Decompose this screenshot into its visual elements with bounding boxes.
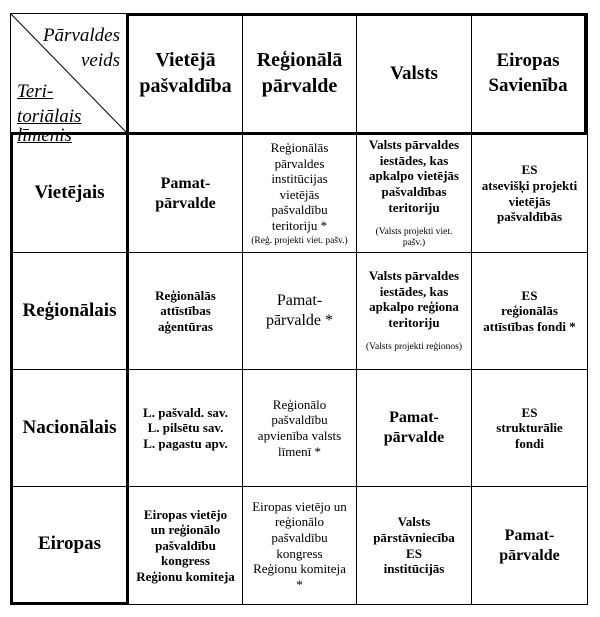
- column-header-regionala-parvalde: [243, 16, 356, 132]
- corner-bottom-label-underlined: Teri- toriālais: [17, 81, 82, 127]
- column-header-label: Reģionālā pārvalde: [256, 49, 343, 97]
- cell-regionalais-eiropas: [472, 253, 587, 369]
- cell-text: Pamat- pārvalde: [383, 409, 445, 446]
- cell-eiropas-valsts: [357, 487, 471, 604]
- cell-text: Reģionālās pārvaldes institūcijas vietējās pašvaldību teritoriju *: [270, 140, 329, 233]
- cell-text: Eiropas vietējo un reģionālo pašvaldību kongress Reģionu komiteja *: [252, 498, 347, 592]
- cell-text: ES atsevišķi projekti vietējās pašvaldībās: [481, 162, 578, 225]
- row-label-text: Vietējais: [34, 182, 105, 204]
- cell-nacionalais-valsts: [357, 370, 471, 486]
- corner-header-cell: [11, 14, 126, 146]
- cell-text: Pamat- pārvalde: [499, 526, 560, 564]
- cell-text: ES reģionālās attīstības fondi *: [483, 287, 576, 334]
- row-label-text: Nacionālais: [22, 416, 117, 438]
- cell-text: Eiropas vietējo un reģionālo pašvaldību kongress Reģionu komiteja: [136, 506, 235, 584]
- grid-bottom-border: [10, 604, 588, 605]
- cell-text: Valsts pārstāvniecība ES institūcijās: [373, 514, 455, 577]
- cell-text: Valsts pārvaldes iestādes, kas apkalpo reģiona teritoriju: [368, 268, 460, 330]
- cell-text: ES strukturālie fondi: [496, 404, 563, 451]
- cell-text: Reģionālo pašvaldību apvienība valsts līmenī *: [257, 396, 342, 459]
- cell-eiropas-eiropas: [472, 487, 587, 604]
- corner-bottom-label: līmenis: [17, 125, 72, 146]
- cell-nacionalais-regionala: [243, 370, 356, 486]
- cell-note: (Valsts projekti viet. pašv.): [375, 227, 453, 249]
- cell-text: Reģionālās attīstības aģentūras: [155, 287, 216, 334]
- cell-vietejais-vieteja: [129, 135, 242, 252]
- cell-vietejais-regionala: [243, 135, 356, 252]
- cell-regionalais-vieteja: [129, 253, 242, 369]
- column-header-valsts: [357, 16, 471, 132]
- cell-eiropas-regionala: [243, 487, 356, 604]
- row-label-regionalais: [13, 253, 126, 369]
- cell-text: L. pašvald. sav. L. pilsētu sav. L. pagastu apv.: [143, 404, 228, 451]
- cell-text: Valsts pārvaldes iestādes, kas apkalpo vietējās pašvaldības teritoriju: [368, 137, 460, 215]
- cell-regionalais-regionala: [243, 253, 356, 369]
- column-header-label: Vietējā pašvaldība: [139, 49, 232, 97]
- row-label-vietejais: [13, 135, 126, 252]
- cell-vietejais-eiropas: [472, 135, 587, 252]
- cell-vietejais-valsts: [357, 135, 471, 252]
- grid-right-border: [587, 13, 588, 605]
- row-label-nacionalais: [13, 370, 126, 486]
- row-label-text: Eiropas: [37, 533, 101, 555]
- cell-note: (Reģ. projekti viet. pašv.): [251, 235, 348, 246]
- cell-text: Pamat- pārvalde *: [265, 292, 334, 329]
- cell-note: (Valsts projekti reģionos): [365, 342, 463, 353]
- column-header-vieteja-pasvaldiba: [129, 16, 242, 132]
- cell-nacionalais-vieteja: [129, 370, 242, 486]
- row-label-text: Reģionālais: [22, 299, 117, 321]
- column-header-label: Valsts: [390, 62, 438, 84]
- cell-nacionalais-eiropas: [472, 370, 587, 486]
- column-header-eiropas-savieniba: [472, 16, 584, 132]
- cell-eiropas-vieteja: [129, 487, 242, 604]
- cell-regionalais-valsts: [357, 253, 471, 369]
- column-header-label: Eiropas Savienība: [488, 50, 568, 96]
- cell-text: Pamat- pārvalde: [155, 174, 216, 212]
- corner-top-label: Pārvaldes veids: [42, 25, 120, 71]
- row-label-eiropas: [13, 487, 126, 602]
